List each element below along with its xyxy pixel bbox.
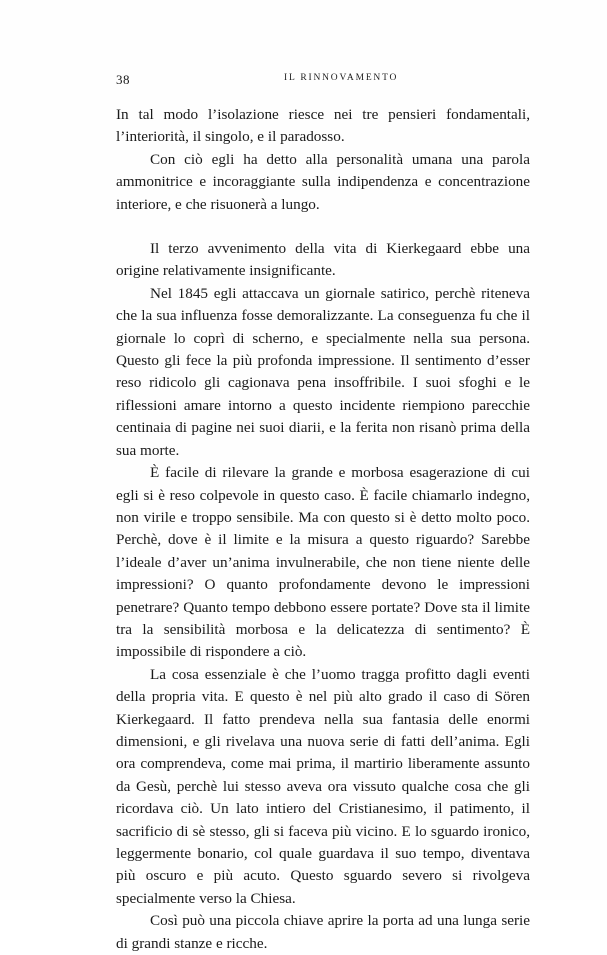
paragraph-key: Così può una piccola chiave aprire la porta ad una lunga serie di grandi stanze e ricche. — [116, 912, 530, 952]
paragraph-exaggeration: È facile di rilevare la grande e morbosa esagerazione di cui egli si è reso colpevole in questo caso. È facile chiamarlo indegno, non virile e troppo sensibile. Ma con questo si è detto molto poco. Perchè, dove è il limite e la misura a questo riguardo? Sarebbe l’ideale d’aver un’anima invulnerabile, che non tiene niente delle impressioni? O quanto profondamente devono le impressioni penetrare? Quanto tempo debbono essere portate? Dove sta il limite tra la sensibilità morbosa e la delicatezza di sentimento? È impossibile di rispondere a ciò. — [116, 464, 530, 661]
page-number: 38 — [116, 72, 130, 87]
paragraph-1845: Nel 1845 egli attaccava un giornale satirico, perchè riteneva che la sua influenza fosse demoralizzante. La conseguenza fu che il giornale lo coprì di scherno, e specialmente nella sua persona. Questo gli fece la più profonda impressione. Il sentimento d’esser reso ridicolo gli cagionava pena insoffribile. I suoi sfoghi e le riflessioni amare intorno a questo incidente riempiono parecchie centinaia di pagine nei suoi diarii, e la ferita non risanò prima della sua morte. — [116, 284, 530, 459]
paragraph-third-event: Il terzo avvenimento della vita di Kierkegaard ebbe una origine relativamente insignificante. — [116, 240, 530, 280]
body-text — [116, 104, 530, 955]
paragraph-continuation: In tal modo l’isolazione riesce nei tre pensieri fondamentali, l’interiorità, il singolo, e il paradosso. — [116, 106, 530, 146]
page-header — [116, 72, 530, 88]
paragraph-personality: Con ciò egli ha detto alla personalità umana una parola ammonitrice e incoraggiante sulla indipendenza e concentrazione interiore, e che risuonerà a lungo. — [116, 150, 530, 213]
running-title: IL RINNOVAMENTO — [284, 73, 399, 83]
paragraph-essential: La cosa essenziale è che l’uomo tragga profitto dagli eventi della propria vita. E questo è nel più alto grado il caso di Sören Kierkegaard. Il fatto prendeva nella sua fantasia delle enormi dimensioni, e gli rivelava una nuova serie di fatti dell’anima. Egli ora comprendeva, come mai prima, il martirio liberamente assunto da Gesù, perchè lui stesso aveva ora vissuto qualche cosa che gli ricordava ciò. Un lato intiero del Cristianesimo, il patimento, il sacrificio di sè stesso, gli si faceva più vicino. E lo sguardo ironico, leggermente bonario, col quale guardava il suo tempo, diventava più oscuro e più acuto. Questo sguardo severo si rivolgeva specialmente verso la Chiesa. — [116, 665, 530, 907]
